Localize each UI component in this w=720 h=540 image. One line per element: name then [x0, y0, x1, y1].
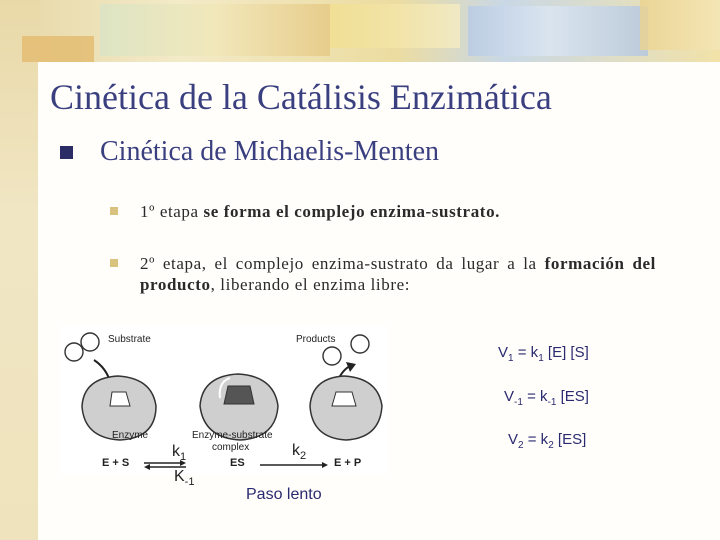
equation-products: E + P	[334, 457, 362, 469]
enzyme-label: Enzyme	[112, 430, 149, 441]
decorative-block	[22, 36, 94, 62]
bullet-marker	[110, 207, 118, 215]
step-1-bold: se forma el complejo enzima-sustrato.	[203, 202, 501, 221]
decorative-block	[330, 4, 460, 48]
list-item-step-1	[140, 201, 500, 222]
product-molecule-icon	[351, 335, 369, 353]
products-label: Products	[296, 334, 336, 345]
decorative-block	[640, 0, 720, 50]
rate-equation-v2: $V_2 = k_2$ [ES]	[508, 431, 587, 451]
complex-label: Enzyme-substrate	[192, 430, 273, 441]
decorative-block	[468, 6, 648, 56]
step-2-bold: formación del producto	[140, 254, 656, 294]
slow-step-label: Paso lento	[246, 486, 322, 503]
subtitle-michaelis-menten: Cinética de Michaelis-Menten	[100, 136, 439, 167]
list-item-step-2	[140, 253, 656, 295]
step-2-prefix: 2º etapa, el complejo enzima-sustrato da lugar a la	[140, 254, 545, 273]
decorative-left-band	[0, 0, 40, 540]
substrate-molecule-icon	[81, 333, 99, 351]
enzyme-mechanism-diagram	[60, 326, 388, 474]
product-molecule-icon	[323, 347, 341, 365]
substrate-molecule-icon	[65, 343, 83, 361]
bound-substrate-icon	[224, 386, 254, 404]
equation-reactants: E + S	[102, 457, 130, 469]
rate-constant-k2: $k_2$	[292, 442, 307, 463]
equation-complex: ES	[230, 457, 245, 469]
rate-constant-k-minus-1: $K_{-1}$	[174, 468, 195, 489]
complex-label-line-2: complex	[212, 442, 250, 453]
bullet-marker	[110, 259, 118, 267]
substrate-label: Substrate	[108, 334, 151, 345]
step-2-suffix: , liberando el enzima libre:	[210, 275, 411, 294]
active-site-icon	[332, 392, 356, 406]
bullet-marker	[60, 146, 73, 159]
enzyme-shape-icon	[310, 376, 382, 440]
slide-title: Cinética de la Catálisis Enzimática	[50, 77, 552, 117]
active-site-icon	[110, 392, 130, 406]
rate-equation-v1: $V_1 = k_1$ [E] [S]	[498, 344, 589, 364]
step-1-prefix: 1º etapa	[140, 202, 204, 221]
rate-equation-v-minus-1: $V_{-1} = k_{-1}$ [ES]	[504, 388, 589, 408]
rate-constant-k1: $k_1$	[172, 443, 187, 464]
decorative-block	[100, 4, 330, 56]
